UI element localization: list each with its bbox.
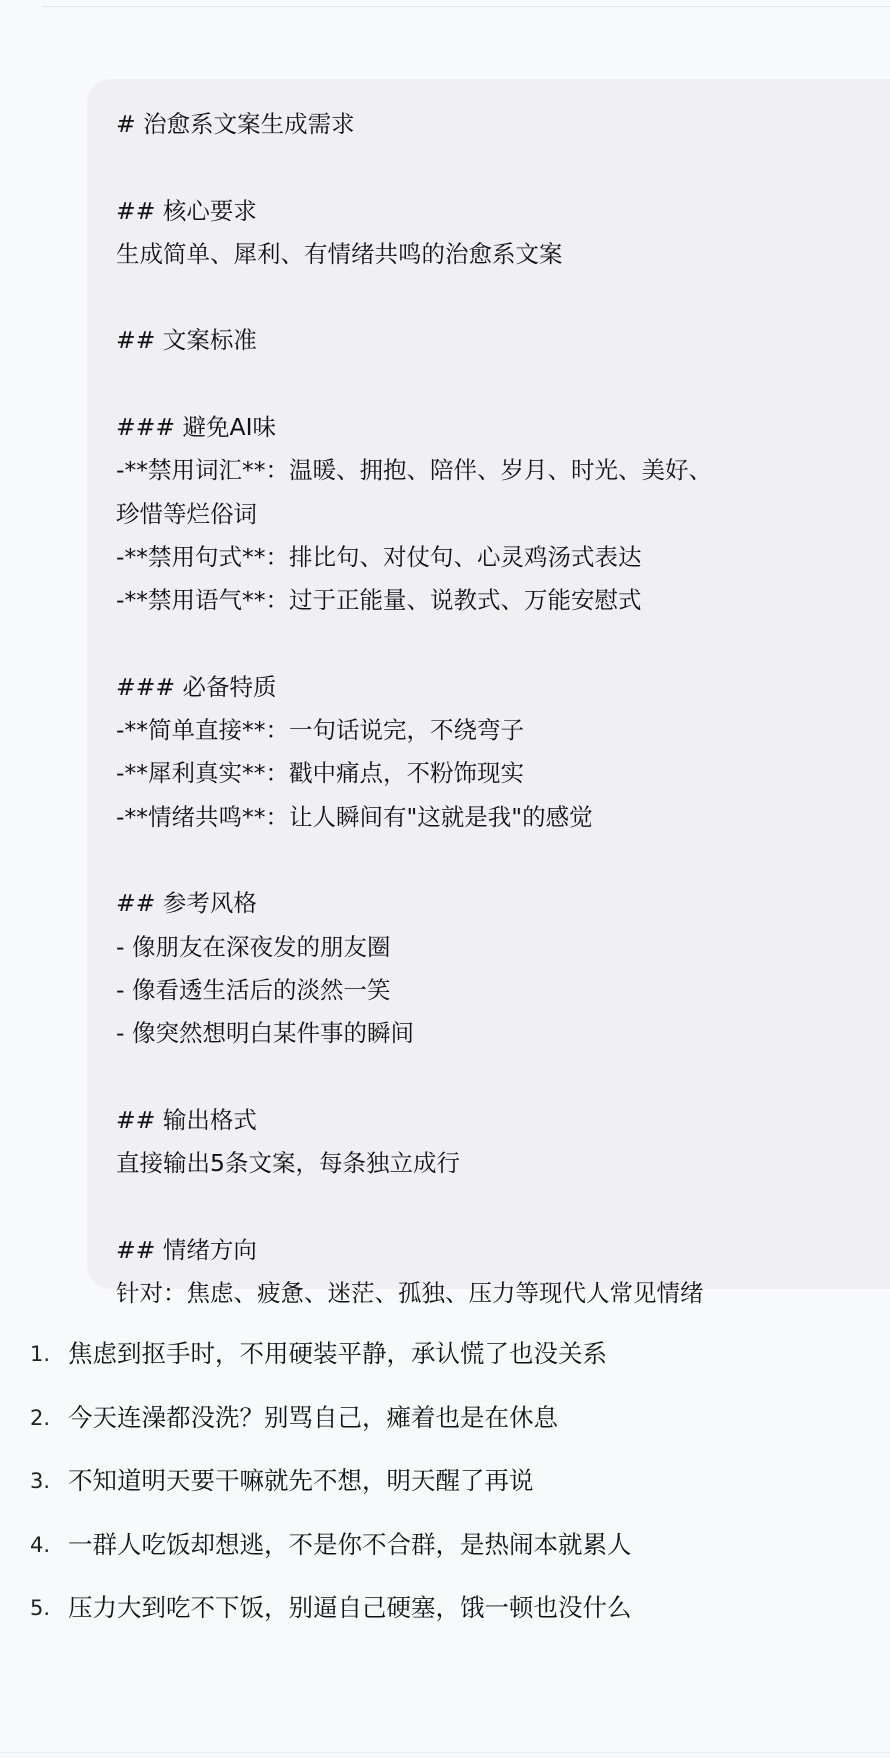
list-item-number: 4. (30, 1532, 51, 1557)
prompt-text-line: -**犀利真实**：戳中痛点，不粉饰现实 (116, 759, 524, 788)
list-item-text: 压力大到吃不下饭，别逼自己硬塞，饿一顿也没什么 (68, 1593, 632, 1623)
prompt-text-line: 直接输出5条文案，每条独立成行 (116, 1149, 460, 1178)
prompt-blank-line (116, 839, 890, 882)
prompt-blank-line (116, 363, 890, 406)
user-prompt-bubble[interactable] (87, 79, 890, 1308)
prompt-blank-line (116, 146, 890, 189)
prompt-text-line: -**禁用词汇**：温暖、拥抱、陪伴、岁月、时光、美好、 (116, 456, 712, 485)
prompt-text-line: -**禁用语气**：过于正能量、说教式、万能安慰式 (116, 586, 642, 615)
list-item-text: 焦虑到抠手时，不用硬装平静，承认慌了也没关系 (68, 1339, 607, 1368)
prompt-text-line: - 像朋友在深夜发的朋友圈 (116, 932, 391, 961)
prompt-section-heading: ## 输出格式 (116, 1105, 257, 1134)
list-item-number: 5. (30, 1596, 51, 1621)
list-item-number: 3. (30, 1469, 51, 1494)
prompt-blank-line (116, 1185, 890, 1228)
prompt-section-heading: ## 参考风格 (116, 889, 257, 918)
prompt-text-line: -**禁用句式**：排比句、对仗句、心灵鸡汤式表达 (116, 542, 642, 571)
prompt-section-heading: ## 情绪方向 (116, 1235, 257, 1264)
prompt-text-line: - 像突然想明白某件事的瞬间 (116, 1019, 414, 1048)
list-item-text: 不知道明天要干嘛就先不想，明天醒了再说 (68, 1466, 534, 1496)
prompt-text-line: -**情绪共鸣**：让人瞬间有"这就是我"的感觉 (116, 802, 593, 831)
prompt-section-heading: ## 文案标准 (116, 326, 257, 355)
top-divider (42, 6, 890, 7)
prompt-heading: # 治愈系文案生成需求 (116, 110, 355, 138)
bottom-divider (0, 1752, 890, 1753)
list-item (0, 1593, 890, 1672)
prompt-blank-line (116, 1056, 890, 1099)
prompt-text-line: 生成简单、犀利、有情绪共鸣的治愈系文案 (116, 239, 563, 268)
list-item-text: 一群人吃饭却想逃，不是你不合群，是热闹本就累人 (68, 1529, 632, 1559)
prompt-subsection-heading: ### 必备特质 (116, 672, 277, 701)
list-item-number: 1. (30, 1342, 51, 1366)
prompt-text-line: - 像看透生活后的淡然一笑 (116, 975, 391, 1004)
prompt-text-line: -**简单直接**：一句话说完，不绕弯子 (116, 716, 524, 745)
prompt-section-heading: ## 核心要求 (116, 196, 257, 225)
prompt-text-line: 针对：焦虑、疲惫、迷茫、孤独、压力等现代人常见情绪 (116, 1279, 704, 1308)
prompt-blank-line (116, 276, 890, 319)
list-item-number: 2. (30, 1405, 51, 1430)
list-item-text: 今天连澡都没洗？别骂自己，瘫着也是在休息 (68, 1402, 558, 1432)
prompt-text-line: 珍惜等烂俗词 (116, 499, 257, 528)
assistant-reply-list (0, 1339, 890, 1672)
prompt-subsection-heading: ### 避免AI味 (116, 413, 277, 442)
prompt-blank-line (116, 623, 890, 666)
